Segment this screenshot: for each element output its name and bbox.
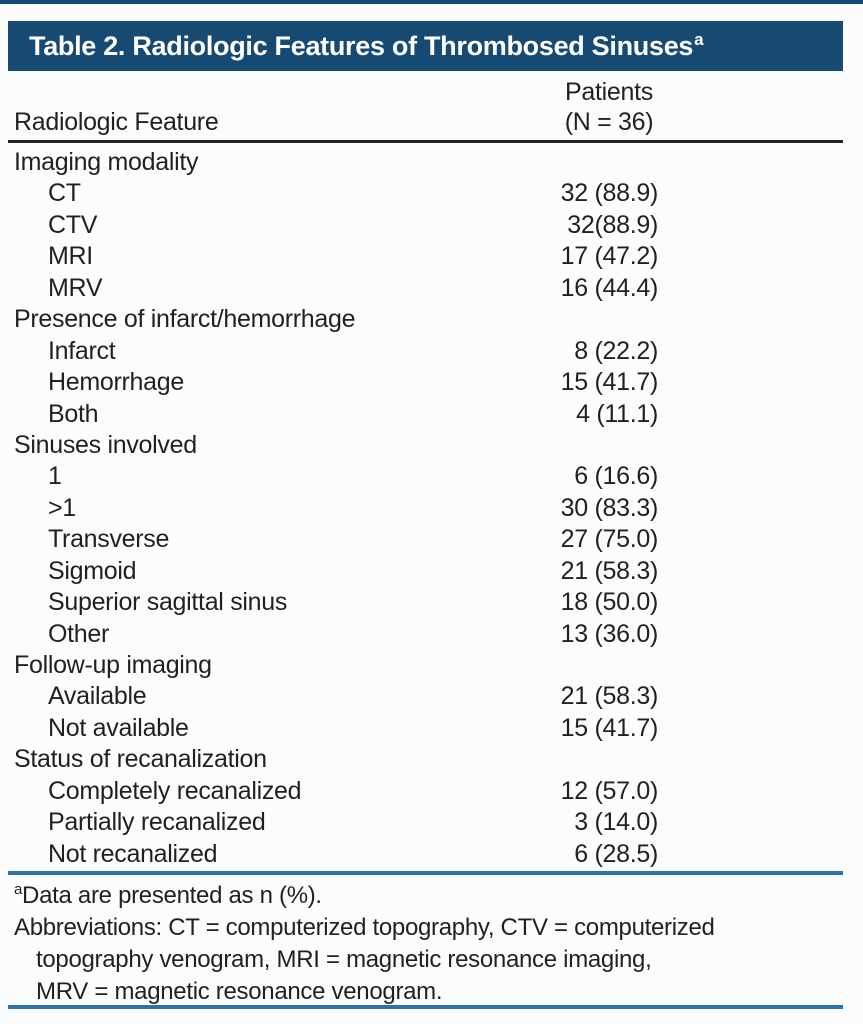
table-row xyxy=(8,178,843,209)
row-value: 3 (14.0) xyxy=(574,808,658,837)
row-label: Presence of infarct/hemorrhage xyxy=(14,305,356,334)
table-title-bar xyxy=(8,21,843,71)
row-label: Infarct xyxy=(48,336,116,365)
row-value: 30 (83.3) xyxy=(560,493,658,522)
table-row xyxy=(8,147,843,178)
row-label: Both xyxy=(48,399,99,428)
table-row xyxy=(8,839,843,870)
table-row xyxy=(8,650,843,681)
table-row xyxy=(8,210,843,241)
table-row xyxy=(8,493,843,524)
table-title xyxy=(29,31,703,62)
footnotes xyxy=(8,880,843,1008)
table-row xyxy=(8,399,843,430)
column-header-patients: Patients xyxy=(565,78,653,106)
row-value: 15 (41.7) xyxy=(560,713,658,742)
row-label: >1 xyxy=(48,493,76,522)
row-value: 15 (41.7) xyxy=(560,368,658,397)
row-label: 1 xyxy=(48,462,62,491)
table-rows xyxy=(8,147,843,870)
table-row xyxy=(8,524,843,555)
row-value: 12 (57.0) xyxy=(560,776,658,805)
column-header-feature: Radiologic Feature xyxy=(14,108,219,136)
footnote-abbreviations-line2: topography venogram, MRI = magnetic resonance imaging, xyxy=(36,946,652,973)
row-value: 13 (36.0) xyxy=(560,619,658,648)
footnote-rule xyxy=(8,871,843,875)
table-row xyxy=(8,304,843,335)
table-row xyxy=(8,776,843,807)
row-label: Follow-up imaging xyxy=(14,651,212,679)
row-value: 32(88.9) xyxy=(567,210,658,239)
footnote-superscript: a xyxy=(14,881,23,898)
row-label: CTV xyxy=(48,210,98,239)
row-label: Superior sagittal sinus xyxy=(48,588,288,617)
row-label: Sigmoid xyxy=(48,556,137,585)
row-label: MRV xyxy=(48,273,103,302)
table-row xyxy=(8,273,843,304)
row-value: 17 (47.2) xyxy=(560,242,658,271)
table-row xyxy=(8,336,843,367)
table-row xyxy=(8,681,843,712)
table-row xyxy=(8,430,843,461)
row-value: 4 (11.1) xyxy=(576,399,658,428)
row-label: CT xyxy=(48,179,81,208)
row-value: 16 (44.4) xyxy=(560,273,658,302)
row-value: 21 (58.3) xyxy=(560,556,658,585)
top-rule xyxy=(0,0,863,4)
row-value: 8 (22.2) xyxy=(574,336,658,365)
row-value: 18 (50.0) xyxy=(560,588,658,617)
table-row xyxy=(8,241,843,272)
header-rule xyxy=(8,140,843,143)
table-row xyxy=(8,619,843,650)
row-value: 32 (88.9) xyxy=(560,179,658,208)
row-label: Sinuses involved xyxy=(14,430,197,459)
table-row xyxy=(8,744,843,775)
row-label: Status of recanalization xyxy=(14,745,267,774)
row-value: 27 (75.0) xyxy=(560,525,658,554)
table-row xyxy=(8,713,843,744)
row-value: 6 (16.6) xyxy=(574,462,658,491)
footnote-data-note xyxy=(8,880,843,912)
table-row xyxy=(8,367,843,398)
row-label: Not recanalized xyxy=(48,839,218,868)
footnote-abbreviations-line3: MRV = magnetic resonance venogram. xyxy=(36,978,443,1005)
table-title-text: Table 2. Radiologic Features of Thrombosed Sinuses xyxy=(29,30,694,61)
footnote-abbreviations-line1: Abbreviations: CT = computerized topography, CTV = computerized xyxy=(14,914,715,941)
row-label: Other xyxy=(48,619,110,648)
row-label: MRI xyxy=(48,242,93,271)
row-label: Transverse xyxy=(48,525,170,554)
table-title-superscript: a xyxy=(694,29,704,49)
row-label: Partially recanalized xyxy=(48,808,266,837)
footnote-data-note-text: Data are presented as n (%). xyxy=(22,882,322,909)
bottom-rule xyxy=(8,1005,843,1009)
row-label: Imaging modality xyxy=(14,148,199,176)
column-header-n: (N = 36) xyxy=(564,108,654,136)
row-value: 6 (28.5) xyxy=(574,839,658,868)
row-label: Not available xyxy=(48,713,189,742)
row-label: Available xyxy=(48,682,147,711)
row-label: Completely recanalized xyxy=(48,776,302,805)
row-label: Hemorrhage xyxy=(48,368,184,397)
table-row xyxy=(8,461,843,492)
table-row xyxy=(8,587,843,618)
row-value: 21 (58.3) xyxy=(560,682,658,711)
column-header-row xyxy=(8,72,843,140)
table-row xyxy=(8,556,843,587)
table-row xyxy=(8,807,843,838)
